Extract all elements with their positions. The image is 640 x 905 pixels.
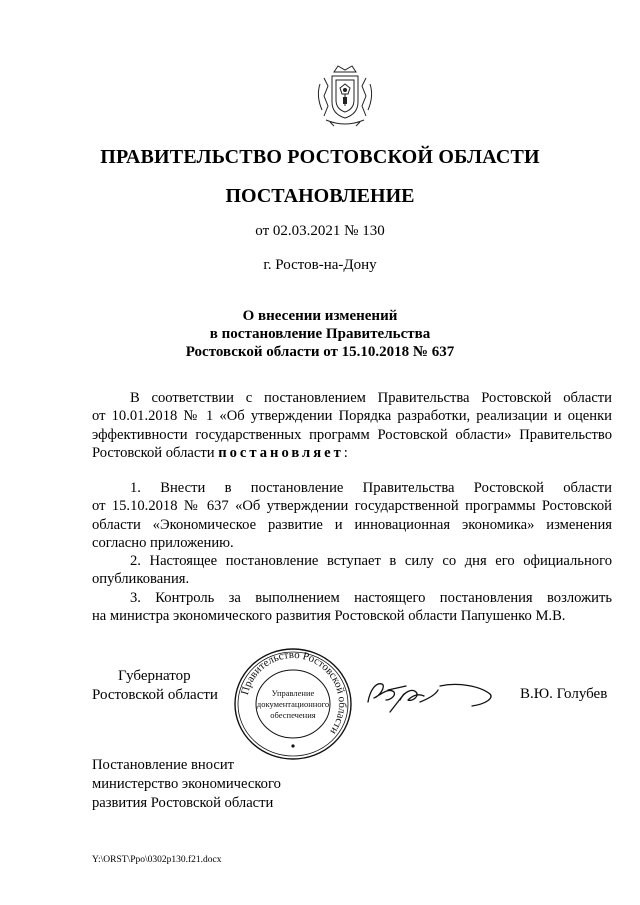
preamble-paragraph [92, 389, 612, 462]
date-number: от 02.03.2021 № 130 [255, 223, 385, 239]
note-line: развития Ростовской области [92, 795, 274, 811]
subject-line: О внесении изменений [242, 308, 398, 324]
stamp-inner-line: документационного [256, 699, 330, 709]
item-2-line: 2. Настоящее постановление вступает в силу со дня его официального [130, 553, 612, 570]
text-fragment: Ростовской области [92, 444, 219, 461]
signatory-region: Ростовской области [92, 687, 218, 703]
stamp-outer-text-path: Правительство Ростовской области [238, 648, 349, 737]
signatory-title [92, 667, 218, 705]
submitter-note [92, 756, 281, 813]
item-3-line: 3. Контроль за выполнением настоящего постановления возложить [130, 589, 612, 606]
text-line [92, 444, 612, 462]
item-1-line: области «Экономическое развитие и инновационная экономика» изменения [92, 516, 612, 533]
decree-word: постановляет [218, 444, 344, 461]
document-type: ПОСТАНОВЛЕНИЕ [225, 185, 415, 207]
text-line: В соответствии с постановлением Правительства Ростовской области [130, 390, 612, 406]
signatory-position: Губернатор [118, 668, 191, 684]
stamp-inner-line: обеспечения [270, 710, 316, 720]
items-list [92, 479, 612, 625]
subject-line: Ростовской области от 15.10.2018 № 637 [185, 344, 455, 360]
item-3-line: на министра экономического развития Ростовской области Папушенко М.В. [92, 608, 566, 625]
coat-of-arms-icon [312, 62, 378, 128]
organization-title: ПРАВИТЕЛЬСТВО РОСТОВСКОЙ ОБЛАСТИ [100, 146, 540, 168]
text-line: эффективности государственных программ Ростовской области» Правительство [92, 426, 612, 443]
subject-line: в постановление Правительства [209, 326, 431, 342]
note-line: министерство экономического [92, 776, 281, 792]
item-1-line: 1. Внести в постановление Правительства Ростовской области [130, 480, 612, 496]
handwritten-signature [360, 672, 500, 717]
official-stamp [232, 646, 354, 762]
note-line: Постановление вносит [92, 757, 235, 773]
subject-heading [0, 307, 640, 361]
item-1-line: согласно приложению. [92, 534, 234, 551]
text-line: от 10.01.2018 № 1 «Об утверждении Порядка разработки, реализации и оценки [92, 408, 612, 425]
stamp-inner-line: Управление [271, 688, 315, 698]
text-fragment: : [343, 444, 348, 461]
city: г. Ростов-на-Дону [263, 257, 377, 273]
item-1-line: от 15.10.2018 № 637 «Об утверждении государственной программы Ростовской [92, 498, 612, 515]
item-2-line: опубликования. [92, 571, 190, 588]
signatory-name: В.Ю. Голубев [520, 686, 608, 702]
file-path: Y:\ORST\Ppo\0302p130.f21.docx [92, 855, 222, 865]
